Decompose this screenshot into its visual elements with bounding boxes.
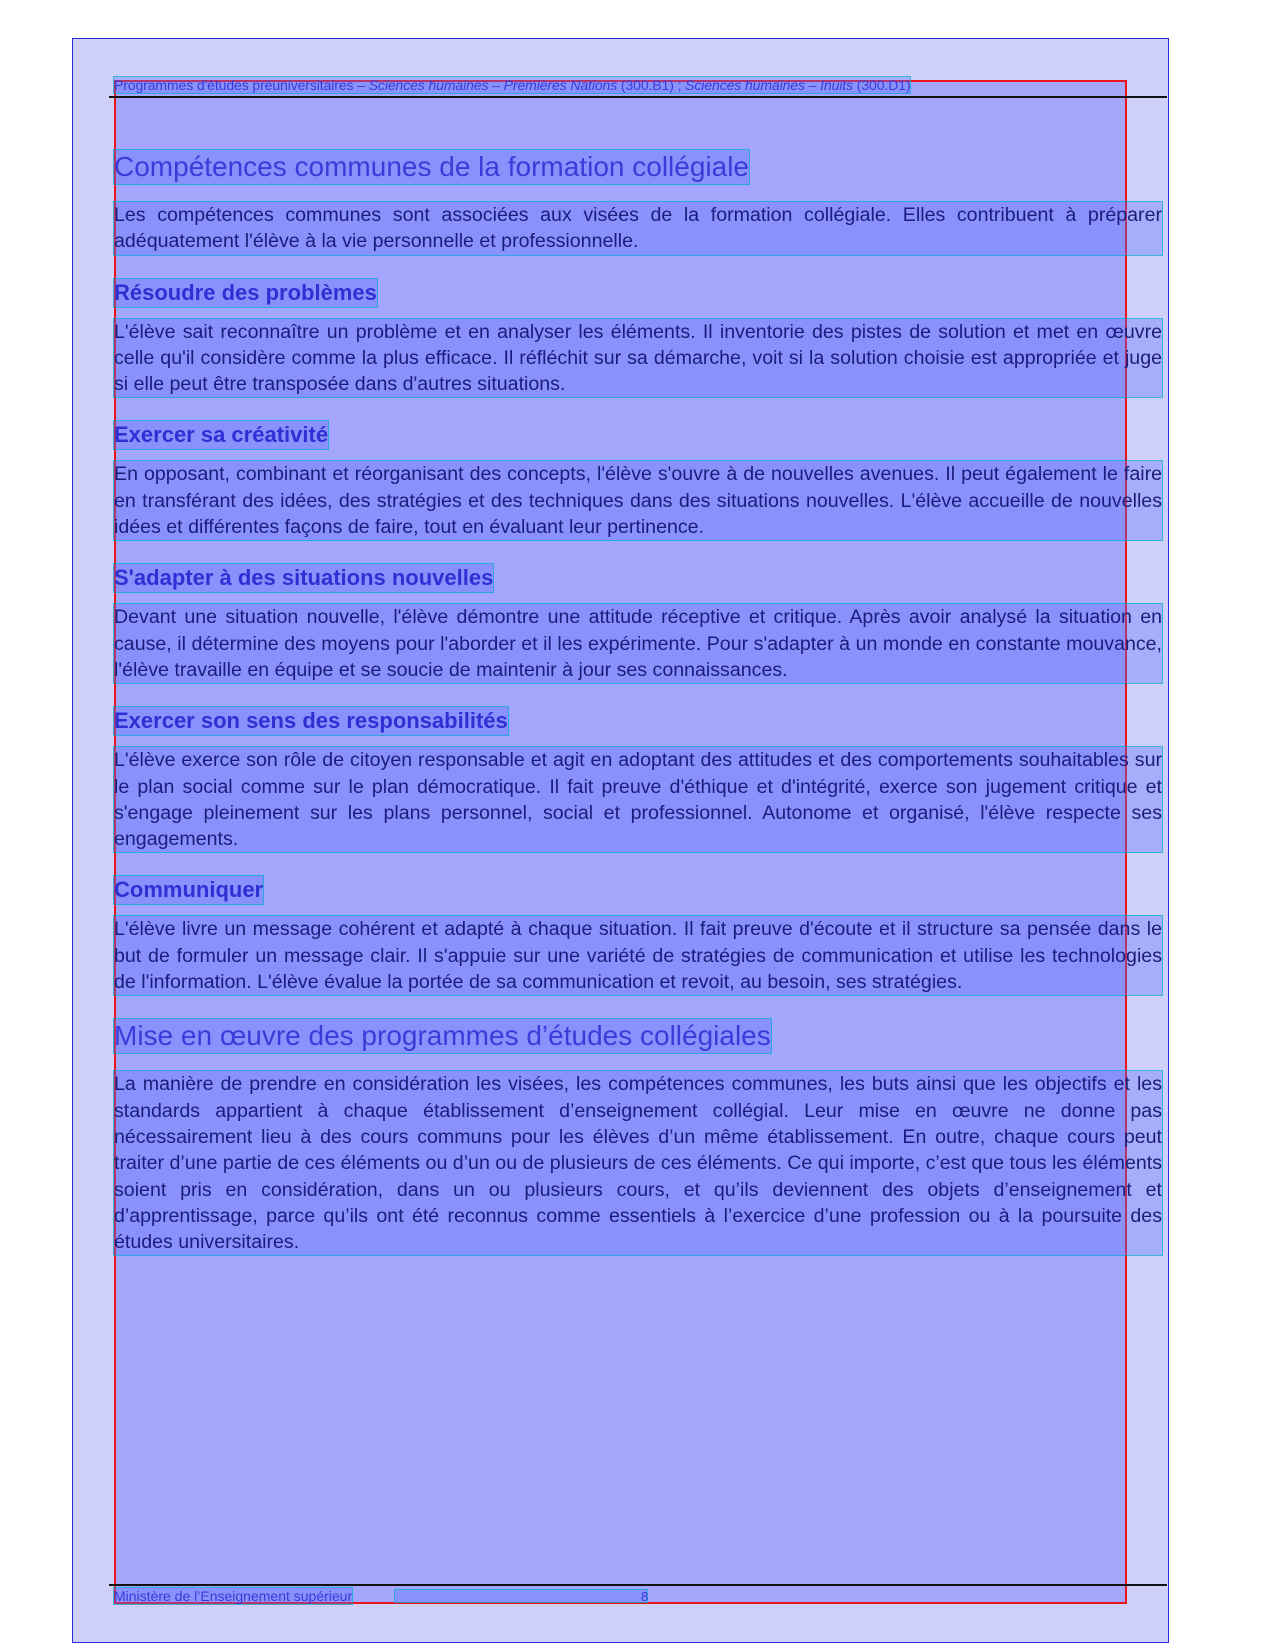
footer-bar bbox=[395, 1590, 647, 1602]
competence-block-2 bbox=[114, 421, 1162, 540]
section-title-competences: Compétences communes de la formation collégiale bbox=[114, 151, 749, 182]
footer-rule bbox=[109, 1584, 1167, 1586]
page-body bbox=[114, 150, 1162, 1279]
competence-block-5 bbox=[114, 876, 1162, 995]
competence-block-3 bbox=[114, 564, 1162, 683]
competence-paragraph: L'élève livre un message cohérent et adapté à chaque situation. Il fait preuve d'écoute et il structure sa pensée dans le but de formuler un message clair. Il s'appuie sur une variété de stratégies de communication et utilise les technologies de l'information. L'élève évalue la portée de sa communication et revoit, au besoin, ses stratégies. bbox=[114, 916, 1162, 995]
section-title-implementation: Mise en œuvre des programmes d’études collégiales bbox=[114, 1020, 771, 1052]
competence-block-4 bbox=[114, 707, 1162, 852]
competence-paragraph: L'élève exerce son rôle de citoyen responsable et agit en adoptant des attitudes et des comportements souhaitables sur le plan social comme sur le plan démocratique. Il fait preuve d'éthique et d'intégrité, exerce son jugement critique et s'engage pleinement sur les plans personnel, social et professionnel. Autonome et organisé, l'élève respecte ses engagements. bbox=[114, 747, 1162, 852]
footer-ministry: Ministère de l’Enseignement supérieur bbox=[114, 1588, 353, 1604]
header-program-1: Sciences humaines – Premières Nations bbox=[368, 77, 618, 93]
competence-paragraph: L'élève sait reconnaître un problème et en analyser les éléments. Il inventorie des pistes de solution et met en œuvre celle qu'il considère comme la plus efficace. Il réfléchit sur sa démarche, voit si la solution choisie est appropriée et juge si elle peut être transposée dans d'autres situations. bbox=[114, 319, 1162, 398]
running-header bbox=[114, 77, 910, 93]
competence-title: S'adapter à des situations nouvelles bbox=[114, 565, 494, 591]
implementation-paragraph: La manière de prendre en considération les visées, les compétences communes, les buts ainsi que les objectifs et les standards appartient à chaque établissement d’enseignement collégial. Leur mise en œuvre ne donne pas nécessairement lieu à des cours communs pour les élèves d’un même établissement. En outre, chaque cours peut traiter d’une partie de ces éléments ou d’un ou de plusieurs de ces éléments. Ce qui importe, c’est que tous les éléments soient pris en considération, dans un ou plusieurs cours, et qu’ils deviennent des objets d’enseignement et d’apprentissage, parce qu’ils ont été reconnus comme essentiels à l’exercice d’une profession ou à la poursuite des études universitaires. bbox=[114, 1071, 1162, 1255]
competence-block-1 bbox=[114, 279, 1162, 398]
header-program-2: Sciences humaines – Inuits bbox=[685, 77, 853, 93]
header-part-5: (300.D1) bbox=[853, 77, 911, 93]
competence-title: Communiquer bbox=[114, 877, 264, 903]
competence-paragraph: En opposant, combinant et réorganisant des concepts, l'élève s'ouvre à de nouvelles avenues. Il peut également le faire en transférant des idées, des stratégies et des techniques dans des situations nouvelles. L'élève accueille de nouvelles idées et différentes façons de faire, tout en évaluant leur pertinence. bbox=[114, 461, 1162, 540]
section-intro-paragraph: Les compétences communes sont associées aux visées de la formation collégiale. Elles contribuent à préparer adéquatement l'élève à la vie personnelle et professionnelle. bbox=[114, 202, 1162, 255]
footer-page-number: 8 bbox=[641, 1589, 649, 1604]
competence-paragraph: Devant une situation nouvelle, l'élève démontre une attitude réceptive et critique. Après avoir analysé la situation en cause, il détermine des moyens pour l'aborder et il les expérimente. Pour s'adapter à un monde en constante mouvance, l'élève travaille en équipe et se soucie de maintenir à jour ses connaissances. bbox=[114, 604, 1162, 683]
header-rule bbox=[109, 96, 1167, 98]
competence-title: Exercer sa créativité bbox=[114, 422, 329, 448]
competence-title: Exercer son sens des responsabilités bbox=[114, 708, 508, 734]
header-part-3: (300.B1) ; bbox=[617, 77, 686, 93]
header-part-1: Programmes d'études préuniversitaires – bbox=[114, 77, 369, 93]
competence-title: Résoudre des problèmes bbox=[114, 279, 377, 305]
